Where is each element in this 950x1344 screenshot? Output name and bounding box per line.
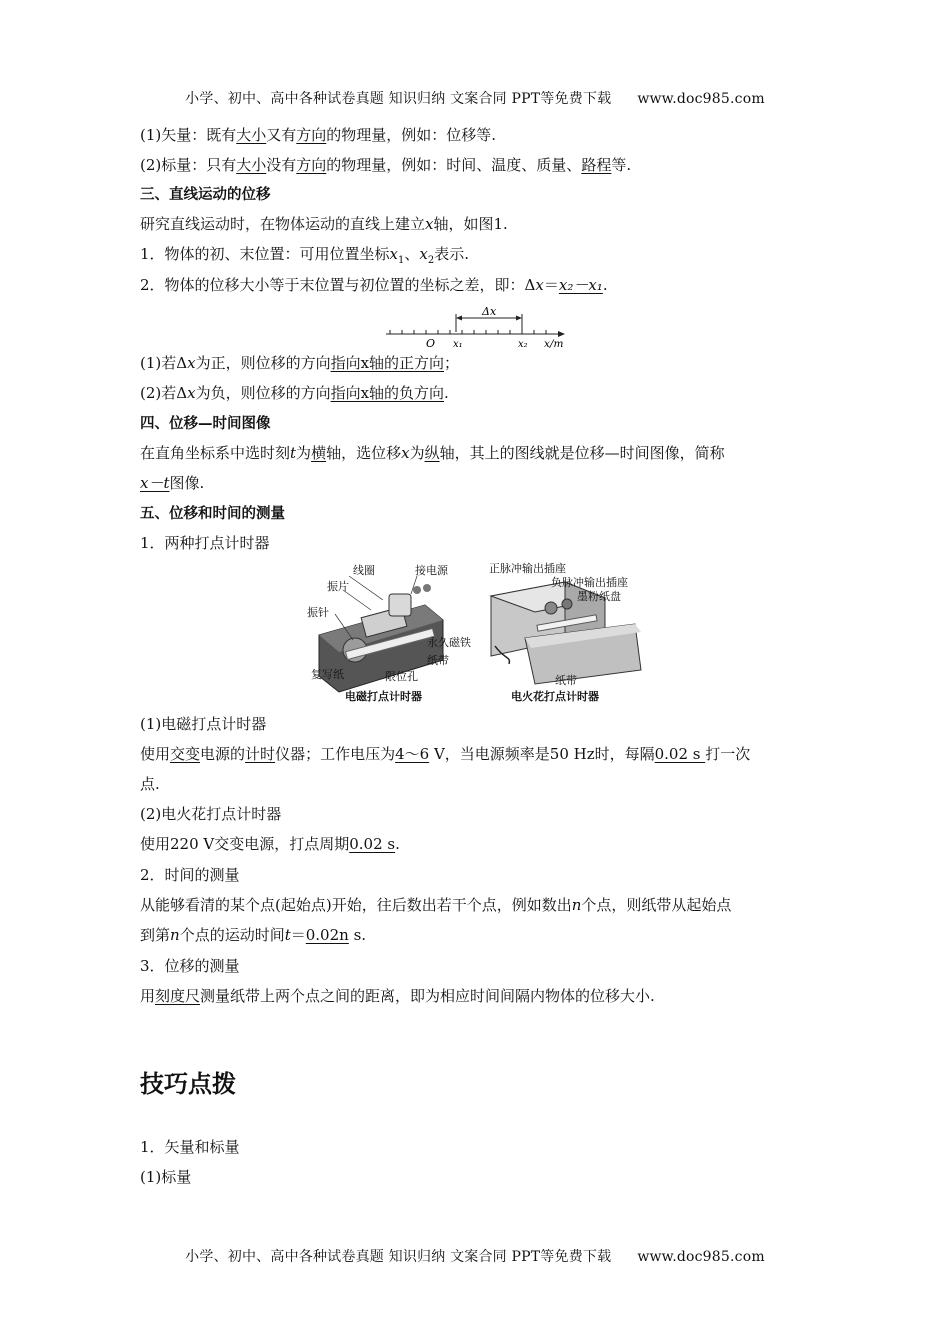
svg-text:接电源: 接电源 [415,564,448,577]
header-url[interactable]: www.doc985.com [637,91,765,107]
line-time-desc-2: 到第n个点的运动时间t＝0.02n s. [140,926,367,944]
line-time-desc-1: 从能够看清的某个点(起始点)开始，往后数出若干个点，例如数出n个点，则纸带从起始点 [140,896,732,914]
line-time-measure: 2．时间的测量 [140,866,240,884]
svg-text:电磁打点计时器: 电磁打点计时器 [345,690,422,703]
svg-text:限位孔: 限位孔 [385,670,418,683]
section-4-heading: 四、位移—时间图像 [140,416,271,432]
line-vector-scalar: 1．矢量和标量 [140,1138,240,1156]
svg-text:纸带: 纸带 [427,654,449,667]
line-spark-timer-desc: 使用220 V交变电源，打点周期0.02 s. [140,835,400,853]
line-timers: 1．两种打点计时器 [140,534,270,552]
line-disp-desc: 用刻度尺测量纸带上两个点之间的距离，即为相应时间间隔内物体的位移大小. [140,987,655,1005]
section-3-heading: 三、直线运动的位移 [140,187,271,203]
line-disp-measure: 3．位移的测量 [140,957,240,975]
svg-text:正脉冲输出插座: 正脉冲输出插座 [489,562,566,575]
axis-ticks [390,330,546,334]
line-xt-2: x－t图像. [140,474,205,492]
svg-text:负脉冲输出插座: 负脉冲输出插座 [551,576,628,589]
line-displacement: 2．物体的位移大小等于末位置与初位置的坐标之差，即：Δx＝x₂－x₁. [140,276,608,294]
line-axis-intro: 研究直线运动时，在物体运动的直线上建立x轴，如图1. [140,215,508,233]
footer-url[interactable]: www.doc985.com [637,1249,765,1265]
line-xt-1: 在直角坐标系中选时刻t为横轴，选位移x为纵轴，其上的图线就是位移—时间图像，简称 [140,444,725,462]
axis-figure [380,306,580,350]
svg-text:永久磁铁: 永久磁铁 [427,636,471,649]
line-scalar: (2)标量：只有大小没有方向的物理量，例如：时间、温度、质量、路程等. [140,156,632,174]
svg-text:振片: 振片 [327,580,349,593]
footer-text: 小学、初中、高中各种试卷真题 知识归纳 文案合同 PPT等免费下载 [185,1249,612,1265]
axis-arrow [558,331,565,337]
x1-label: x₁ [453,339,463,350]
line-em-timer: (1)电磁打点计时器 [140,715,267,733]
page-header [0,88,950,108]
line-positions: 1．物体的初、末位置：可用位置坐标$x_1$、$x_2$表示. [140,245,470,266]
unit-label: x/m [544,338,564,350]
header-text: 小学、初中、高中各种试卷真题 知识归纳 文案合同 PPT等免费下载 [185,91,612,107]
svg-text:墨粉纸盘: 墨粉纸盘 [577,590,621,603]
line-positive: (1)若Δx为正，则位移的方向指向x轴的正方向； [140,354,460,372]
line-scalar-sub: (1)标量 [140,1168,192,1186]
line-spark-timer: (2)电火花打点计时器 [140,805,282,823]
origin-label: O [426,337,436,350]
x2-label: x₂ [518,339,528,350]
svg-text:复写纸: 复写纸 [311,668,344,681]
section-5-heading: 五、位移和时间的测量 [140,506,285,522]
line-vector: (1)矢量：既有大小又有方向的物理量，例如：位移等. [140,126,497,144]
svg-text:线圈: 线圈 [353,564,375,577]
skill-heading: 技巧点拨 [140,1070,236,1098]
svg-text:纸带: 纸带 [555,674,577,687]
svg-text:电火花打点计时器: 电火花打点计时器 [511,690,599,703]
timer-figure [305,560,645,708]
page-footer [0,1246,950,1266]
line-negative: (2)若Δx为负，则位移的方向指向x轴的负方向. [140,384,449,402]
delta-label: Δx [482,306,497,318]
svg-text:振针: 振针 [307,606,329,619]
line-em-timer-desc: 使用交变电源的计时仪器；工作电压为4～6 V，当电源频率是50 Hz时，每隔0.02 s 打一次 [140,745,751,763]
line-em-timer-end: 点. [140,775,160,793]
